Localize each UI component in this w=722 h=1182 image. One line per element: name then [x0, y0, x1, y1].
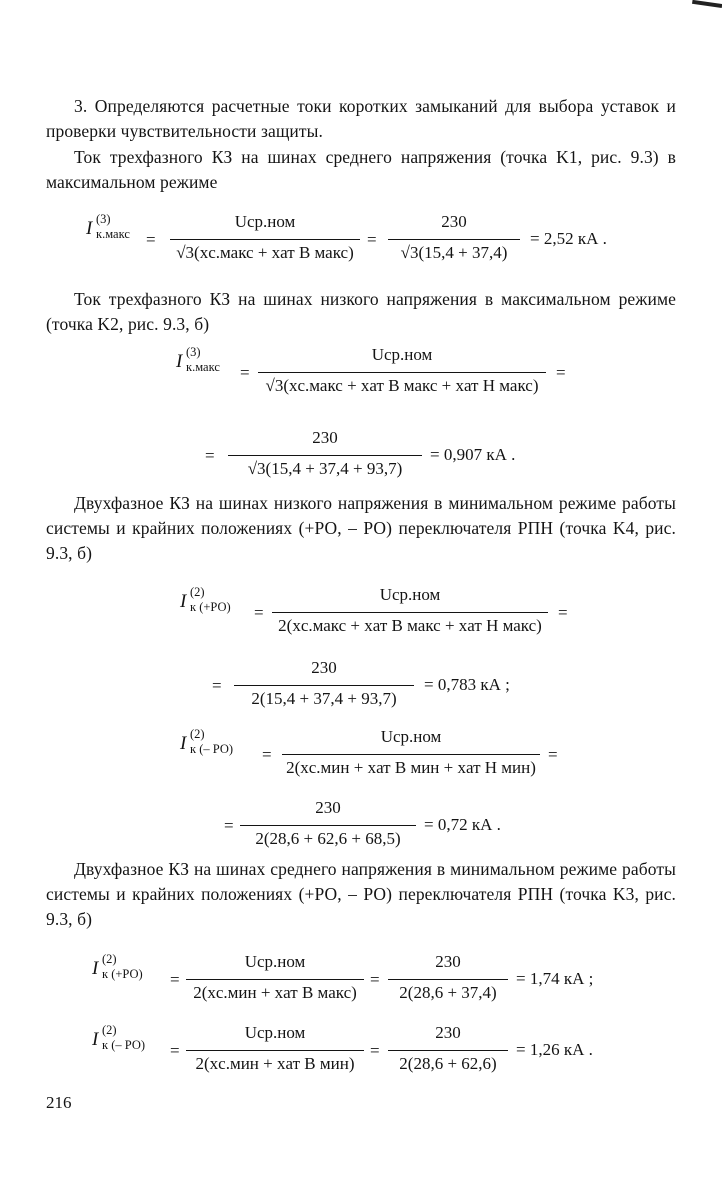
formula-k2-numeric: [0, 428, 722, 488]
fraction-denominator: √3(15,4 + 37,4 + 93,7): [247, 459, 403, 478]
current-symbol: I: [86, 218, 93, 239]
fraction-numerator: Uср.ном: [379, 585, 441, 604]
fraction-numeric: [388, 212, 520, 272]
fraction-bar: [282, 754, 540, 755]
equals-sign: =: [556, 363, 566, 382]
fraction-symbolic: [186, 952, 364, 1012]
fraction-bar: [186, 979, 364, 980]
fraction-symbolic: [186, 1023, 364, 1083]
fraction-numerator: Uср.ном: [244, 1023, 306, 1042]
fraction-denominator: 2(xс.мин + xат В макс): [193, 983, 357, 1002]
equals-sign: =: [224, 816, 234, 835]
equals-sign: =: [370, 970, 380, 989]
formula-result: = 2,52 кА .: [530, 229, 607, 248]
formula-result: = 0,72 кА .: [424, 815, 501, 834]
current-superscript: (2): [102, 952, 117, 966]
current-subscript: к.макс: [186, 360, 220, 374]
formula-lhs: [180, 585, 231, 614]
formula-result: = 1,26 кА .: [516, 1040, 593, 1059]
fraction-bar: [240, 825, 416, 826]
formula-result: = 1,74 кА ;: [516, 969, 594, 988]
page-corner-mark: [692, 0, 722, 8]
fraction-denominator: 2(xс.макс + xат В макс + xат Н макс): [278, 616, 542, 635]
equals-sign: =: [205, 446, 215, 465]
current-subscript: к (+РО): [102, 967, 143, 981]
equals-sign: =: [367, 230, 377, 249]
fraction-denominator: √3(xс.макс + xат В макс + xат Н макс): [265, 376, 539, 395]
fraction-denominator: 2(28,6 + 37,4): [399, 983, 497, 1002]
paragraph-intro: 3. Определяются расчетные токи коротких замыканий для выбора уставок и проверки чувствительности защиты.: [46, 96, 676, 141]
formula-k4-plus-numeric: [0, 658, 722, 718]
formula-k2: [0, 345, 722, 405]
current-symbol: I: [92, 958, 99, 979]
fraction-symbolic: [170, 212, 360, 272]
formula-lhs: [92, 952, 143, 981]
current-subscript: к (+РО): [190, 600, 231, 614]
formula-k4-minus-numeric: [0, 798, 722, 858]
current-symbol: I: [176, 351, 183, 372]
fraction-denominator: 2(xс.мин + xат В мин + xат Н мин): [286, 758, 536, 777]
current-superscript: (3): [186, 345, 201, 359]
fraction-numerator: 230: [315, 798, 341, 817]
current-symbol: I: [180, 733, 187, 754]
formula-k4-minus: [0, 727, 722, 787]
equals-sign: =: [212, 676, 222, 695]
equals-sign: =: [262, 745, 272, 764]
formula-k3-minus: [0, 1023, 722, 1083]
formula-lhs: [180, 727, 234, 756]
equals-sign: =: [548, 745, 558, 764]
fraction-denominator: 2(15,4 + 37,4 + 93,7): [251, 689, 397, 708]
current-symbol: I: [180, 591, 187, 612]
paragraph-k1: Ток трехфазного КЗ на шинах среднего напряжения (точка K1, рис. 9.3) в максимальном режиме: [46, 147, 676, 192]
fraction-bar: [388, 979, 508, 980]
fraction-bar: [170, 239, 360, 240]
formula-lhs: [92, 1023, 146, 1052]
equals-sign: =: [240, 363, 250, 382]
fraction-bar: [388, 239, 520, 240]
equals-sign: =: [170, 1041, 180, 1060]
current-superscript: (2): [102, 1023, 117, 1037]
fraction-numerator: Uср.ном: [371, 345, 433, 364]
formula-result: = 0,783 кА ;: [424, 675, 510, 694]
fraction-denominator: √3(15,4 + 37,4): [400, 243, 508, 262]
current-superscript: (2): [190, 727, 205, 741]
fraction-numerator: 230: [435, 952, 461, 971]
fraction-symbolic: [258, 345, 546, 405]
fraction-bar: [228, 455, 422, 456]
formula-lhs: [176, 345, 220, 374]
fraction-numerator: Uср.ном: [244, 952, 306, 971]
formula-lhs: [86, 212, 130, 241]
paragraph-k2: Ток трехфазного КЗ на шинах низкого напряжения в максимальном режиме (точка K2, рис. 9.3, б): [46, 289, 676, 334]
fraction-denominator: 2(xс.мин + xат В мин): [195, 1054, 355, 1073]
formula-k1: [0, 212, 722, 272]
formula-k3-plus: [0, 952, 722, 1012]
fraction-numerator: 230: [441, 212, 467, 231]
current-subscript: к (– РО): [102, 1038, 146, 1052]
equals-sign: =: [370, 1041, 380, 1060]
formula-k4-plus: [0, 585, 722, 645]
fraction-numerator: 230: [435, 1023, 461, 1042]
current-superscript: (3): [96, 212, 111, 226]
fraction-numeric: [388, 1023, 508, 1083]
page-number: 216: [46, 1093, 72, 1112]
paragraph-k3: Двухфазное КЗ на шинах среднего напряжения в минимальном режиме работы системы и крайних положениях (+РО, – РО) переключателя РПН (точка K3, рис. 9.3, б): [46, 859, 676, 929]
fraction-bar: [272, 612, 548, 613]
current-subscript: к.макс: [96, 227, 130, 241]
equals-sign: =: [146, 230, 156, 249]
formula-result: = 0,907 кА .: [430, 445, 516, 464]
fraction-symbolic: [282, 727, 540, 787]
fraction-numerator: Uср.ном: [234, 212, 296, 231]
equals-sign: =: [558, 603, 568, 622]
fraction-numeric: [228, 428, 422, 488]
equals-sign: =: [170, 970, 180, 989]
current-symbol: I: [92, 1029, 99, 1050]
fraction-bar: [388, 1050, 508, 1051]
paragraph-k4: Двухфазное КЗ на шинах низкого напряжения в минимальном режиме работы системы и крайних положениях (+РО, – РО) переключателя РПН (точка K4, рис. 9.3, б): [46, 493, 676, 563]
fraction-denominator: √3(xс.макс + xат В макс): [176, 243, 354, 262]
fraction-numeric: [240, 798, 416, 858]
fraction-denominator: 2(28,6 + 62,6): [399, 1054, 497, 1073]
fraction-bar: [186, 1050, 364, 1051]
fraction-numerator: Uср.ном: [380, 727, 442, 746]
current-superscript: (2): [190, 585, 205, 599]
fraction-numeric: [234, 658, 414, 718]
fraction-numeric: [388, 952, 508, 1012]
equals-sign: =: [254, 603, 264, 622]
fraction-bar: [234, 685, 414, 686]
fraction-numerator: 230: [312, 428, 338, 447]
fraction-symbolic: [272, 585, 548, 645]
current-subscript: к (– РО): [190, 742, 234, 756]
fraction-denominator: 2(28,6 + 62,6 + 68,5): [255, 829, 401, 848]
fraction-numerator: 230: [311, 658, 337, 677]
fraction-bar: [258, 372, 546, 373]
